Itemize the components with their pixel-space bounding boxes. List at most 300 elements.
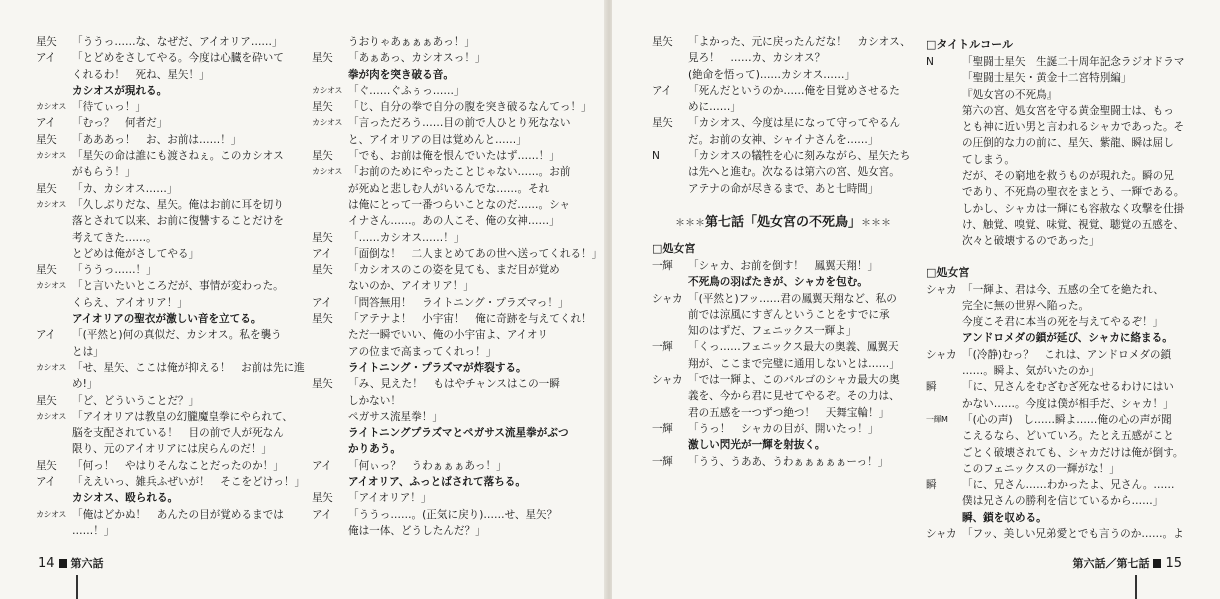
right-page: [612, 0, 1220, 599]
dialogue: 「アイオリア！」: [348, 492, 432, 505]
section-heading-virgo: □処女宮: [652, 241, 696, 255]
speaker: [926, 428, 962, 444]
dialogue: 「(冷静)むっ？ これは、アンドロメダの鎖: [962, 348, 1172, 361]
script-line: [36, 132, 286, 148]
dialogue: めに……」: [688, 101, 741, 114]
dialogue: 「くっ……フェニックス最大の奥義、鳳翼天: [688, 341, 899, 354]
script-line: [926, 477, 1206, 493]
speaker: 星矢: [312, 101, 333, 114]
speaker: カシオス: [312, 85, 342, 95]
dialogue: と、アイオリアの目は覚めんと……」: [348, 133, 527, 146]
dialogue: 「ううっ……！」: [72, 264, 157, 277]
speaker: [652, 388, 688, 404]
script-line: [926, 412, 1206, 428]
speaker: 星矢: [312, 264, 333, 277]
script-line: [926, 233, 1206, 249]
section-heading-virgo-2: □処女宮: [926, 265, 970, 279]
speaker: 星矢: [312, 52, 333, 65]
dialogue: は俺にとって一番つらいことなのだ……。シャ: [348, 198, 571, 211]
speaker: [926, 493, 962, 509]
dialogue: 「うう、うああ、うわぁぁぁぁぁーっ！」: [688, 455, 889, 468]
speaker: [312, 393, 348, 409]
script-line: [652, 50, 914, 66]
dialogue: 「待てぃっ！」: [72, 101, 146, 114]
speaker: アイ: [312, 247, 332, 260]
dialogue: 落とされて以来、お前に復讐することだけを: [72, 215, 284, 228]
speaker: カシオス: [36, 151, 66, 161]
script-line: [36, 181, 286, 197]
speaker: [36, 230, 72, 246]
right-column-2: [926, 34, 1206, 542]
dialogue: ……！」: [72, 524, 115, 537]
stage-direction: アンドロメダの鎖が延び、シャカに絡まる。: [962, 332, 1173, 345]
script-line: [312, 230, 592, 246]
script-line: [36, 262, 286, 278]
script-line: [652, 291, 914, 307]
script-line: [926, 87, 1206, 103]
script-line: [652, 454, 914, 470]
speaker: アイ: [36, 117, 56, 130]
speaker: [926, 87, 962, 103]
speaker: 星矢: [36, 264, 57, 277]
speaker: アイ: [312, 459, 332, 472]
speaker: 星矢: [312, 378, 333, 391]
square-marker-icon: [1153, 559, 1161, 568]
speaker: 一輝: [652, 341, 673, 354]
speaker: [36, 523, 72, 539]
script-line: [312, 295, 592, 311]
dialogue: 僕は兄さんの勝利を信じているから……」: [962, 495, 1164, 508]
speaker: [652, 323, 688, 339]
script-line: [926, 396, 1206, 412]
script-line: [652, 181, 914, 197]
script-line: [312, 197, 592, 213]
script-line: [36, 197, 286, 213]
script-line: [926, 379, 1206, 395]
script-line: [652, 421, 914, 437]
speaker: シャカ: [926, 348, 957, 361]
stage-direction: アイオリア、ふっとばされて落ちる。: [348, 476, 526, 489]
speaker: カシオス: [36, 281, 66, 291]
right-column-1: [652, 34, 914, 470]
dialogue: 義を、今から君に見せてやるぞ。その力は、: [688, 390, 900, 403]
dialogue: こえるなら、どいていろ。たとえ五感がこと: [962, 430, 1174, 443]
speaker: 星矢: [312, 150, 333, 163]
dialogue: ないのか、アイオリア！」: [348, 280, 474, 293]
speaker: [312, 278, 348, 294]
dialogue: 「カ、カシオス……」: [72, 182, 178, 195]
dialogue: 考えてきた……。: [72, 231, 157, 244]
dialogue: 「何ぃっ？ うわぁぁぁあっ！」: [348, 459, 507, 472]
right-footer: [1072, 555, 1182, 571]
dialogue: 脳を支配されている！ 目の前で人が死なん: [72, 427, 284, 440]
speaker: [926, 298, 962, 314]
script-line: [36, 34, 286, 50]
dialogue: 「面倒な！ 二人まとめてあの世へ送ってくれる！」: [348, 247, 603, 260]
script-line: [36, 83, 286, 99]
script-line: [36, 425, 286, 441]
speaker: [926, 396, 962, 412]
speaker: 星矢: [312, 492, 333, 505]
speaker: [36, 246, 72, 262]
page-number: 15: [1165, 555, 1182, 571]
dialogue: 「じ、自分の拳で自分の腹を突き破るなんてっ！」: [348, 101, 592, 114]
speaker: [926, 233, 962, 249]
script-line: [36, 344, 286, 360]
dialogue: 「シャカ、お前を倒す！ 鳳翼天翔！」: [688, 259, 879, 272]
speaker: [36, 295, 72, 311]
dialogue: 「よかった、元に戻ったんだな！ カシオス、: [688, 36, 911, 48]
script-line: [926, 135, 1206, 151]
script-line: [312, 441, 592, 457]
dialogue: だ。お前の女神、シャイナさんを……」: [688, 133, 879, 146]
script-line: [926, 184, 1206, 200]
speaker: [312, 523, 348, 539]
script-line: [652, 356, 914, 372]
script-line: [312, 425, 592, 441]
script-line: [652, 132, 914, 148]
left-footer: [38, 555, 104, 571]
dialogue: うおりゃあぁぁぁあっ！」: [348, 36, 475, 48]
stage-direction: 激しい閃光が一輝を射抜く。: [688, 439, 826, 452]
speaker: 一輝: [652, 455, 673, 468]
script-line: [652, 323, 914, 339]
script-line: [926, 493, 1206, 509]
dialogue: 「カシオス、今度は星になって守ってやるん: [688, 117, 901, 130]
script-line: [926, 363, 1206, 379]
script-line: [926, 168, 1206, 184]
footer-label: 第六話: [70, 557, 104, 570]
dialogue: アの位まで高まってくれっ！」: [348, 345, 497, 358]
script-line: [312, 523, 592, 539]
speaker: 星矢: [312, 313, 333, 326]
dialogue: 「お前のためにやったことじゃない……。お前: [348, 166, 571, 179]
speaker: [926, 168, 962, 184]
script-line: [926, 347, 1206, 363]
stage-direction: ライトニングプラズマとペガサス流星拳がぶつ: [348, 427, 569, 440]
left-column-2: [312, 34, 603, 539]
speaker: 瞬: [926, 479, 937, 492]
script-line: [652, 148, 914, 164]
script-line: [36, 164, 286, 180]
script-line: [312, 278, 592, 294]
speaker: [652, 99, 688, 115]
script-line: [652, 34, 914, 50]
dialogue: 「せ、星矢、ここは俺が抑える！ お前は先に進: [72, 361, 305, 374]
speaker: カシオス: [312, 167, 342, 177]
speaker: [926, 510, 962, 526]
script-line: [926, 217, 1206, 233]
dialogue: が死ぬと悲しむ人がいるんでな……。それ: [348, 182, 550, 195]
dialogue: 「何っ！ やはりそんなことだったのか！」: [72, 459, 284, 472]
speaker: [926, 363, 962, 379]
speaker: [652, 274, 688, 290]
script-line: [312, 164, 592, 180]
dialogue: くれるわ！ 死ね、星矢！」: [72, 68, 210, 81]
script-line: [36, 230, 286, 246]
script-line: [926, 461, 1206, 477]
script-line: [36, 278, 286, 294]
left-column-1: [36, 34, 306, 539]
dialogue: 前では涼風にすぎんということをすでに承: [688, 308, 890, 321]
speaker: [36, 164, 72, 180]
script-line: [36, 50, 286, 66]
speaker: [312, 344, 348, 360]
stage-direction: カシオスが現れる。: [72, 84, 168, 97]
speaker: [926, 201, 962, 217]
dialogue: 次々と破壊するのであった」: [962, 235, 1100, 248]
dialogue: 「言っただろう……目の前で人ひとり死なない: [348, 117, 571, 130]
dialogue: てしまう。: [962, 153, 1015, 166]
script-line: [36, 507, 286, 523]
speaker: カシオス: [36, 199, 66, 209]
script-line: [36, 523, 286, 539]
dialogue: とは」: [72, 345, 104, 358]
speaker: [36, 376, 72, 392]
dialogue: 「……カシオス……！」: [348, 231, 465, 244]
speaker: [926, 135, 962, 151]
script-line: [36, 393, 286, 409]
script-line: [312, 376, 592, 392]
speaker: [312, 409, 348, 425]
page-number: 14: [38, 555, 55, 571]
dialogue: 「カシオスの犠牲を心に刻みながら、星矢たち: [688, 150, 911, 163]
speaker: [652, 437, 688, 453]
dialogue: 「では一輝よ、このバルゴのシャカ最大の奥: [688, 374, 900, 387]
speaker: [652, 67, 688, 83]
speaker: 一輝M: [926, 414, 948, 424]
dialogue: め!」: [72, 378, 98, 391]
script-line: [36, 360, 305, 376]
script-line: [652, 405, 914, 421]
dialogue: 「あぁあっ、カシオスっ！」: [348, 52, 486, 65]
spine-mark: [76, 575, 78, 599]
script-line: [36, 490, 286, 506]
script-line: [652, 67, 914, 83]
dialogue: 「一輝よ、君は今、五感の全てを絶たれ、: [962, 283, 1164, 296]
speaker: [652, 164, 688, 180]
script-line: [36, 67, 286, 83]
speaker: [926, 217, 962, 233]
script-line: [36, 99, 286, 115]
speaker: [652, 356, 688, 372]
script-line: [926, 70, 1206, 86]
dialogue: ペガサス流星拳！」: [348, 410, 443, 423]
speaker: [312, 441, 348, 457]
dialogue: 知のはずだ、フェニックス一輝よ」: [688, 325, 857, 338]
script-line: [312, 311, 592, 327]
dialogue: (絶命を悟って)……カシオス……」: [688, 68, 856, 81]
script-line: [312, 474, 592, 490]
script-line: [652, 437, 914, 453]
dialogue: 見ろ！ ……カ、カシオス？: [688, 52, 826, 65]
dialogue: とどめは俺がさしてやる」: [72, 247, 200, 260]
speaker: [312, 425, 348, 441]
dialogue: 限り、元のアイオリアには戻らんのだ！」: [72, 443, 273, 456]
speaker: 瞬: [926, 381, 937, 394]
script-line: [36, 441, 286, 457]
script-line: [926, 510, 1206, 526]
dialogue: 「(心の声) し……瞬よ……俺の心の声が聞: [962, 413, 1172, 426]
dialogue: 「み、見えた！ もはやチャンスはこの一瞬: [348, 378, 560, 391]
script-line: [926, 54, 1206, 70]
speaker: カシオス: [36, 411, 66, 421]
script-line: [36, 409, 293, 425]
dialogue: 第六の宮、処女宮を守る黄金聖闘士は、もっ: [962, 104, 1174, 117]
speaker: 星矢: [36, 182, 57, 195]
dialogue: 「聖闘士星矢・黄金十二宮特別編」: [962, 72, 1132, 85]
speaker: アイ: [36, 52, 56, 65]
speaker: 星矢: [36, 36, 57, 48]
dialogue: 「ううっ……。(正気に戻り)……せ、星矢？: [348, 508, 558, 521]
speaker: [926, 314, 962, 330]
script-line: [312, 181, 592, 197]
script-line: [36, 376, 286, 392]
speaker: [926, 461, 962, 477]
speaker: [312, 181, 348, 197]
dialogue: 『処女宮の不死鳥』: [962, 88, 1058, 101]
dialogue: 「に、兄さんをむざむざ死なせるわけにはい: [962, 381, 1174, 394]
script-line: [926, 152, 1206, 168]
stage-direction: カシオス、殴られる。: [72, 492, 179, 505]
spine-mark: [1135, 575, 1137, 599]
script-line: [652, 164, 914, 180]
speaker: [652, 132, 688, 148]
dialogue: は先へと進む。次なるは第六の宮、処女宮。: [688, 166, 900, 179]
dialogue: しかし、シャカは一輝にも容赦なく攻撃を仕掛: [962, 202, 1185, 215]
script-line: [652, 274, 914, 290]
dialogue: 「と言いたいところだが、事情が変わった。: [72, 280, 284, 293]
dialogue: 「問答無用！ ライトニング・プラズマっ！」: [348, 296, 569, 309]
speaker: [926, 184, 962, 200]
speaker: [652, 405, 688, 421]
speaker: 一輝: [652, 422, 673, 435]
section-heading-title-call: □タイトルコール: [926, 38, 1013, 51]
script-line: [652, 307, 914, 323]
speaker: アイ: [36, 476, 56, 489]
script-line: [926, 428, 1206, 444]
stage-direction: 拳が肉を突き破る音。: [348, 68, 454, 81]
dialogue: であり、不死鳥の聖衣をまとう、一輝である。: [962, 186, 1185, 199]
dialogue: 「うっ！ シャカの目が、開いたっ！」: [688, 422, 879, 435]
dialogue: ……。瞬よ、気がいたのか」: [962, 365, 1100, 378]
script-line: [312, 393, 592, 409]
speaker: [36, 67, 72, 83]
speaker: アイ: [312, 508, 332, 521]
speaker: シャカ: [926, 528, 957, 541]
script-line: [312, 507, 592, 523]
chapter-title-text: 第七話「処女宮の不死鳥」: [704, 214, 861, 230]
stage-direction: かりあう。: [348, 443, 401, 456]
speaker: [36, 311, 72, 327]
script-line: [312, 213, 592, 229]
script-line: [926, 445, 1206, 461]
speaker: [36, 83, 72, 99]
speaker: [312, 360, 348, 376]
speaker: [652, 50, 688, 66]
speaker: 星矢: [36, 133, 57, 146]
dialogue: 「星矢の命は誰にも渡さねぇ。このカシオス: [72, 150, 284, 163]
script-line: [312, 327, 592, 343]
dialogue: 「ど、どういうことだ？」: [72, 394, 200, 407]
speaker: [926, 445, 962, 461]
dialogue: だが、その窮地を救うものが現れた。瞬の兄: [962, 170, 1174, 183]
script-line: [926, 330, 1206, 346]
script-line: [652, 388, 914, 404]
dialogue: 「ぐ……ぐふぅっ……」: [348, 84, 465, 97]
speaker: [312, 34, 348, 50]
stage-direction: ライトニング・プラズマが炸裂する。: [348, 361, 527, 374]
dialogue: 完全に無の世界へ陥った。: [962, 299, 1090, 312]
speaker: [926, 330, 962, 346]
dialogue: とも神に近い男と言われるシャカであった。そ: [962, 121, 1185, 134]
dialogue: 翔が、ここまで完璧に通用しないとは……」: [688, 357, 900, 370]
speaker: 星矢: [36, 459, 57, 472]
script-line: [652, 258, 914, 274]
dialogue: 「聖闘士星矢 生誕二十周年記念ラジオドラマ: [962, 56, 1185, 68]
script-line: [312, 490, 592, 506]
dialogue: 「むっ？ 何者だ」: [72, 117, 168, 130]
script-line: [652, 83, 914, 99]
script-line: [926, 526, 1206, 542]
script-line: [312, 262, 592, 278]
speaker: [36, 425, 72, 441]
dialogue: 「俺はどかぬ！ あんたの目が覚めるまでは: [72, 508, 284, 521]
dialogue: け、触覚、嗅覚、味覚、視覚、聴覚の五感を、: [962, 218, 1185, 231]
script-line: [652, 372, 914, 388]
script-line: [36, 474, 306, 490]
speaker: カシオス: [36, 362, 66, 372]
speaker: カシオス: [312, 118, 342, 128]
speaker: [312, 197, 348, 213]
chapter-title: [652, 211, 914, 230]
dialogue: 「(平然と)何の真似だ、カシオス。私を襲う: [72, 329, 282, 342]
script-line: [312, 132, 592, 148]
script-line: [312, 67, 592, 83]
script-line: [652, 99, 914, 115]
dialogue: ごとく破壊されても、シャカだけは俺が倒す。: [962, 446, 1184, 459]
script-line: [36, 327, 286, 343]
script-line: [926, 103, 1206, 119]
square-marker-icon: [59, 559, 67, 568]
dialogue: このフェニックスの一輝がな！」: [962, 462, 1120, 475]
script-line: [36, 458, 286, 474]
speaker: [312, 67, 348, 83]
script-line: [926, 282, 1206, 298]
dialogue: くらえ、アイオリア！」: [72, 296, 188, 309]
speaker: [36, 213, 72, 229]
dialogue: かない……。今度は僕が相手だ、シャカ！」: [962, 397, 1174, 410]
stars-right: ＊＊＊: [861, 217, 891, 229]
dialogue: 「アテナよ！ 小宇宙！ 俺に奇跡を与えてくれ！: [348, 313, 592, 326]
speaker: N: [926, 56, 934, 68]
footer-label: 第六話／第七話: [1072, 557, 1150, 570]
speaker: アイ: [312, 296, 332, 309]
speaker: カシオス: [36, 509, 66, 519]
script-line: [312, 83, 592, 99]
script-line: [312, 148, 592, 164]
script-line: [36, 311, 286, 327]
stage-direction: 不死鳥の羽ばたきが、シャカを包む。: [688, 276, 868, 289]
dialogue: 「あああっ！ お、お前は……！」: [72, 133, 242, 146]
speaker: [312, 327, 348, 343]
speaker: アイ: [652, 84, 672, 97]
speaker: [926, 152, 962, 168]
dialogue: 「(平然と)フッ……君の鳳翼天翔など、私の: [688, 292, 897, 305]
script-line: [36, 246, 286, 262]
dialogue: 「とどめをさしてやる。今度は心臓を砕いて: [72, 52, 284, 65]
dialogue: 「アイオリアは教皇の幻朧魔皇拳にやられて、: [72, 410, 293, 423]
